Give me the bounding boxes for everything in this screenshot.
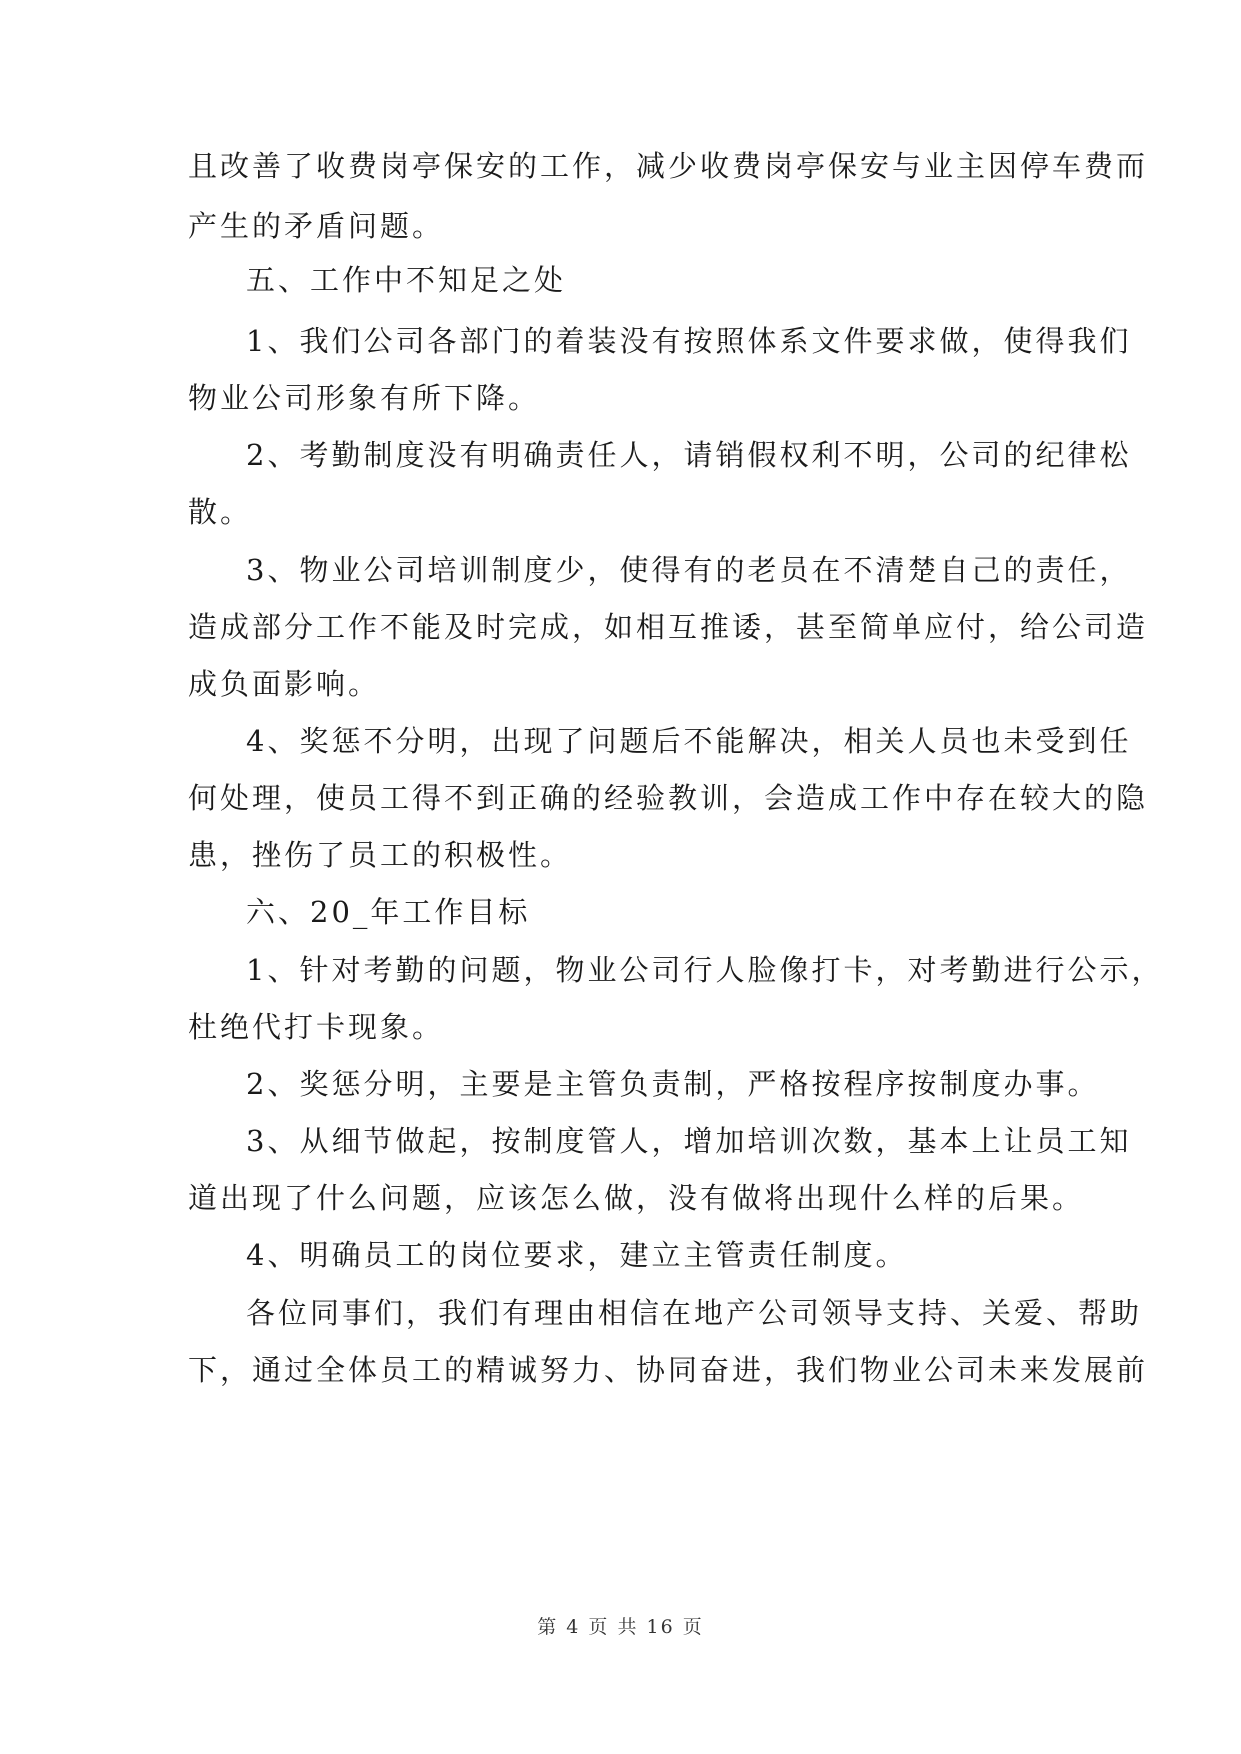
text-line-15: 1、针对考勤的问题，物业公司行人脸像打卡，对考勤进行公示， bbox=[246, 953, 1164, 987]
text-line-12: 何处理，使员工得不到正确的经验教训，会造成工作中存在较大的隐 bbox=[188, 781, 1149, 815]
text-line-1: 且改善了收费岗亭保安的工作，减少收费岗亭保安与业主因停车费而 bbox=[188, 149, 1149, 183]
text-line-9: 造成部分工作不能及时完成，如相互推诿，甚至简单应付，给公司造 bbox=[188, 610, 1149, 644]
text-line-8: 3、物业公司培训制度少，使得有的老员在不清楚自己的责任， bbox=[246, 553, 1132, 587]
text-line-20: 4、明确员工的岗位要求，建立主管责任制度。 bbox=[246, 1238, 908, 1272]
text-line-18: 3、从细节做起，按制度管人，增加培训次数，基本上让员工知 bbox=[246, 1124, 1132, 1158]
text-line-17: 2、奖惩分明，主要是主管负责制，严格按程序按制度办事。 bbox=[246, 1067, 1100, 1101]
text-line-19: 道出现了什么问题，应该怎么做，没有做将出现什么样的后果。 bbox=[188, 1181, 1085, 1215]
text-line-11: 4、奖惩不分明，出现了问题后不能解决，相关人员也未受到任 bbox=[246, 724, 1132, 758]
text-line-13: 患，挫伤了员工的积极性。 bbox=[188, 838, 573, 872]
text-line-21: 各位同事们，我们有理由相信在地产公司领导支持、关爱、帮助 bbox=[246, 1296, 1143, 1330]
text-line-7: 散。 bbox=[188, 495, 253, 529]
section-heading-5: 五、工作中不知足之处 bbox=[246, 263, 567, 297]
text-line-5: 物业公司形象有所下降。 bbox=[188, 381, 541, 415]
section-heading-6: 六、20_年工作目标 bbox=[246, 895, 531, 929]
page-number-footer: 第 4 页 共 16 页 bbox=[537, 1616, 704, 1638]
text-line-22: 下，通过全体员工的精诚努力、协同奋进，我们物业公司未来发展前 bbox=[188, 1353, 1149, 1387]
text-line-2: 产生的矛盾问题。 bbox=[188, 209, 445, 243]
text-line-10: 成负面影响。 bbox=[188, 667, 381, 701]
text-line-6: 2、考勤制度没有明确责任人，请销假权利不明，公司的纪律松 bbox=[246, 438, 1132, 472]
text-line-16: 杜绝代打卡现象。 bbox=[188, 1010, 445, 1044]
text-line-4: 1、我们公司各部门的着装没有按照体系文件要求做，使得我们 bbox=[246, 324, 1132, 358]
